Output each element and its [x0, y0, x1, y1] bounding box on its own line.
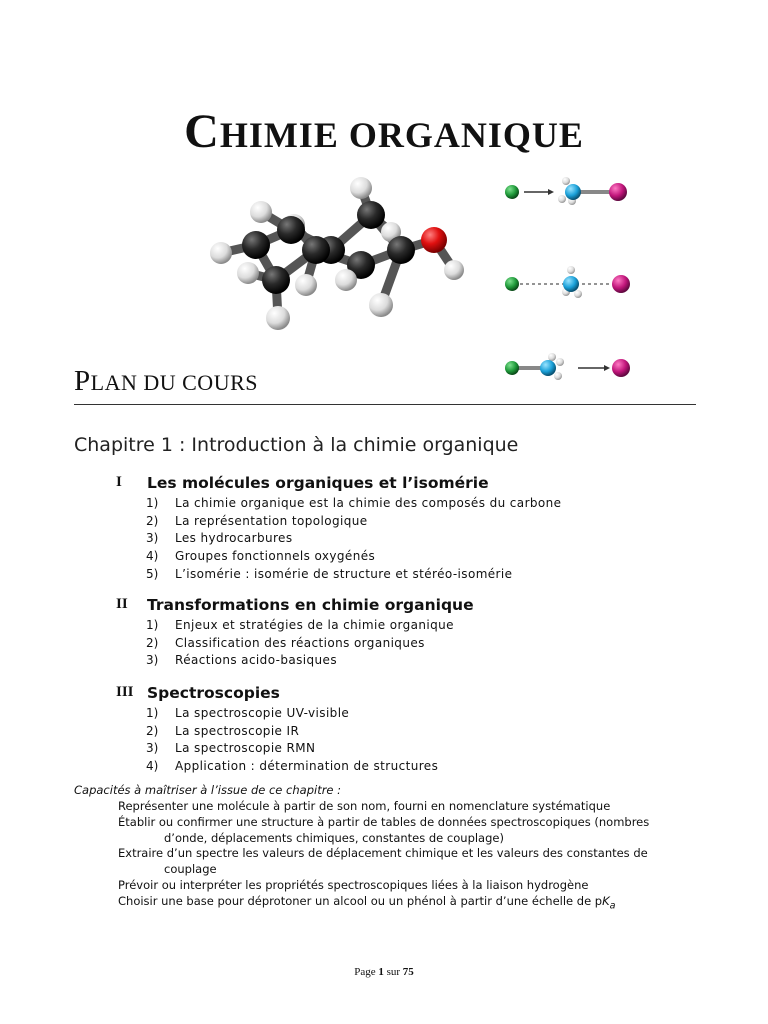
capacite-line: Représenter une molécule à partir de son nom, fourni en nomenclature systématique	[118, 799, 611, 813]
section-title: Spectroscopies	[147, 684, 280, 702]
page-total: 75	[402, 966, 414, 978]
capacites-label: Capacités à maîtriser à l’issue de ce chapitre :	[74, 783, 342, 797]
cyclohexanol-molecule-image	[196, 170, 486, 340]
section-number: III	[116, 684, 134, 700]
document-title: CHIMIE ORGANIQUE	[184, 105, 584, 158]
chapter-heading: Chapitre 1 : Introduction à la chimie organique	[74, 434, 519, 456]
capacite-line: Prévoir ou interpréter les propriétés spectroscopiques liées à la liaison hydrogène	[118, 877, 589, 892]
page-footer: Page 1 sur 75	[354, 966, 414, 978]
capacites-list	[118, 799, 718, 914]
section-title: Transformations en chimie organique	[147, 596, 474, 614]
plan-heading: PLAN DU COURS	[74, 365, 258, 397]
section-title: Les molécules organiques et l’isomérie	[147, 474, 489, 492]
capacite-line: d’onde, déplacements chimiques, constantes de couplage)	[164, 830, 504, 845]
capacite-line: Établir ou confirmer une structure à partir de tables de données spectroscopiques (nombres	[118, 814, 650, 829]
capacite-line: Extraire d’un spectre les valeurs de déplacement chimique et les valeurs des constantes de	[118, 846, 648, 861]
section-number: I	[116, 474, 122, 490]
page-number: 1	[378, 966, 384, 978]
pka-sub: a	[609, 900, 616, 912]
capacite-line: Choisir une base pour déprotoner un alcool ou un phénol à partir d’une échelle de $pK_a$	[118, 893, 616, 912]
sn2-mechanism-image	[500, 170, 640, 395]
capacite-line: couplage	[164, 862, 217, 877]
heading-rule	[74, 404, 696, 405]
pka-k: K	[602, 893, 610, 908]
section-number: II	[116, 596, 128, 612]
